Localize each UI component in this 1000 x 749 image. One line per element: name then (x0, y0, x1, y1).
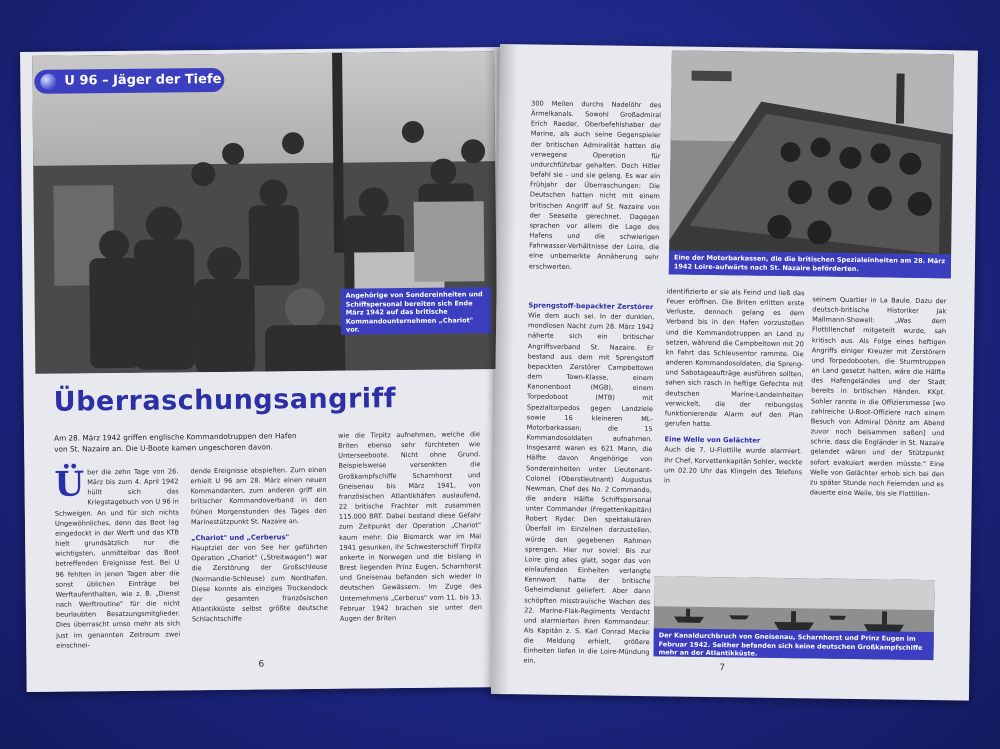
right-page (491, 44, 978, 701)
page-number-left: 6 (258, 659, 265, 670)
left-column-3 (338, 429, 482, 623)
left-column-2-text: dende Ereignisse abspielten. Zum einen erhielt U 96 am 28. März einen neuen Kommandanten, zum anderen griff ein britischer Kommandoverband in den frühen Morgenstunden des Tages den Marinestützpunkt St. Nazaire an. (190, 465, 327, 527)
motor-launch-photo (669, 50, 954, 278)
right-column-1 (529, 98, 661, 272)
right-column-1b-text: Wie dem auch sei. In der dunklen, mondlosen Nacht zum 28. März 1942 näherte sich ein britischer Angriffsverband St. Nazaire. Er bestand aus dem mit Sprengstoff bepackten Zerstörer Campbeltown dem Town-Klasse, einem Kanonenboot (MGB), einem Torpedoboot (MTB) mit Spezialtorpedos gegen Landziele sowie 16 kleineren ML-Motorbarkassen; die 15 Kommandosoldaten aufnahmen. Insgesamt waren es 621 Mann, die Hälfte davon Angehörige von Sondereinheiten unter Lieutenant-Colonel (Oberstleutnant) Augustus Newman, Chef des No. 2 Commando, die andere Hälfte Schiffspersonal unter Commander (Fregattenkapitän) Robert Ryder. Den spektakulären Überfall im Einzelnen darzustellen, würde den gegebenen Rahmen sprengen. Hier nur soviel: Bis zur Loire ging alles glatt, sogar das von einlaufenden Einheiten verlangte Kennwort hatte der britische Geheimdienst geliefert. Aber dann schöpften misstrauische Wachen des 22. Marine-Flak-Regiments Verdacht und alarmierten ihren Kommandeur. Als Kapitän z. S. Karl Conrad Mecke die Meldung erhielt, größere Einheiten liefen in die Loire-Mündung ein, (523, 311, 655, 666)
subheading-gelaechter: Eine Welle von Gelächter (664, 435, 761, 445)
commando-photo-caption: Angehörige von Sondereinheiten und Schiffspersonal bereiten sich Ende März 1942 auf das britische Kommandounternehmen „Chariot" vor. (341, 287, 491, 335)
left-column-1-text: ber die zehn Tage von 26. März bis zum 4. April 1942 hüllt sich das Kriegstagebuch von U 96 in Schweigen. An und für sich nichts Ungewöhnliches, denn das Boot lag eingedockt in der Werft und das KTB hielt grundsätzlich nur die wichtigsten, unmittelbar das Boot betreffenden Ereignisse fest. Bei U 96 fehlten in jenen Tagen aber die sonst üblichen Einträge bei Werftaufenthalten, wie z. B. „Dienst nach Werftroutine" für die nicht beurlaubten Besatzungsmitglieder. Dies überrascht umso mehr als sich just im genannten Zeitraum zwei einschnei- (54, 467, 181, 650)
right-column-1-text: 300 Meilen durchs Nadelöhr des Ärmelkanals. Sowohl Großadmiral Erich Raeder, Oberbefehlshaber der Marine, als auch seine Gegenspieler der britischen Admiralität hatten die verwegene Operation für undurchführbar gehalten. Doch Hitler befahl sie – und sie gelang. Es war ein Frühjahr der Überraschungen: Die Deutschen hatten nicht mit einem britischen Angriff auf St. Nazaire von der Seeseite gerechnet. Dagegen sprachen vor allem die Lage des Hafens und die schwierigen Fahrwasser-Verhältnisse der Loire, die eine unbemerkte Annäherung sehr erschwerten. (528, 99, 662, 271)
motor-launch-photo-graphic (669, 50, 954, 278)
subheading-zerstoerer: Sprengstoff-bepackter Zerstörer (528, 301, 654, 312)
right-column-3-text: seinem Quartier in La Baule. Dazu der deutsch-britische Historiker Jak Mallmann-Showell: „Was dem Flottillenchef mitgeteilt wurde, sah kritisch aus. Als Folge eines heftigen Angriffs einiger Kreuzer mit Zerstörern und Torpedobooten, die Sturmtruppen an Land gesetzt hatten, wäre die Hälfte des Hafengeländes und der Stadt bereits in britischen Händen. KKpt. Sohler rannte in die Offiziersmesse [wo zahlreiche U-Boot-Offiziere nach einem Besuch von Admiral Dönitz am Abend zuvor noch beisammen saßen] und schrie, dass die Engländer in St. Nazaire gelandet wären und der Stützpunkt sofort evakuiert werden müsste." Eine Welle von Gelächter erhob sich bei den zu später Stunde noch Feiernden und es dauerte eine Weile, bis sie Flottillen- (809, 295, 947, 499)
left-column-2-text-2: Hauptziel der von See her geführten Operation „Chariot" („Streitwagen") war die Zerstörung der Großschleuse (Normandie-Schleuse) zum Nordhafen. Diese konnte als einziges Trockendock der gesamten französischen Atlantikküste selbst größte deutsche Schlachtschiffe (191, 542, 328, 624)
page-number-right: 7 (719, 663, 726, 674)
right-column-2-text-2: Auch die 7. U-Flottille wurde alarmiert. Ihr Chef, Korvettenkapitän Sohler, weckte um 02.20 Uhr das Klingeln des Telefons in (663, 445, 803, 485)
right-column-3 (810, 294, 947, 499)
left-column-1 (54, 466, 180, 650)
series-label (34, 68, 224, 94)
globe-icon (40, 74, 56, 90)
left-column-2 (190, 465, 328, 625)
dropcap-letter: Ü (54, 464, 85, 505)
article-intro: Am 28. März 1942 griffen englische Kommandotruppen den Hafen von St. Nazaire an. Die U-Boote kamen ungeschoren davon. (54, 431, 297, 454)
channel-dash-caption: Der Kanaldurchbruch von Gneisenau, Scharnhorst und Prinz Eugen im Februar 1942. Seither befanden sich keine deutschen Großkampfschiffe mehr an der Atlantikküste. (653, 628, 933, 660)
left-column-3-text: wie die Tirpitz aufnehmen, welche die Briten ebenso sehr fürchteten wie Unterseeboote. Nicht ohne Grund. Beispielsweise versenkten die Großkampfschiffe Scharnhorst und Gneisenau bis März 1941, von französischen Atlantikhäfen auslaufend, 22 britische Frachter mit zusammen 115.000 BRT. Dabei bestand diese Gefahr zum Zeitpunkt der Operation „Chariot" kaum mehr: Die Bismarck war im Mai 1941 gesunken, ihr Schwesterschiff Tirpitz ankerte in Norwegen und die bislang in Brest liegenden Prinz Eugen, Scharnhorst und Gneisenau befanden sich wieder in deutschen Gewässern. Im Zuge des Unternehmens „Cerberus" vom 11. bis 13. Februar 1942 brachen sie unter den Augen der Briten (338, 430, 482, 623)
subheading-chariot-cerberus: „Chariot" und „Cerberus" (191, 533, 290, 543)
right-column-2-text: identifizierte er sie als Feind und ließ das Feuer eröffnen. Die Briten erlitten erste Verluste, dennoch gelang es dem Verband bis in den Hafen vorzustoßen und die Kommandotruppen an Land zu setzen, während die Campbeltown mit 20 kn Fahrt das Schleusentor rammte. Die anderen Kommandosoldaten, die Spreng- und Sabotageaufträge ausführen sollten, sahen sich rasch in heftige Gefechte mit deutschen Marine-Landeinheiten verwickelt, die der reibungslos funktionierende Alarm auf den Plan gerufen hatte. (664, 287, 805, 429)
left-page (20, 47, 509, 692)
motor-launch-caption: Eine der Motorbarkassen, die die britischen Spezialeinheiten am 28. März 1942 Loire-aufwärts nach St. Nazaire beförderten. (669, 250, 951, 278)
article-headline: Überraschungsangriff (53, 383, 397, 418)
right-column-1b (523, 294, 654, 667)
right-column-2 (664, 286, 805, 487)
series-label-text: U 96 – Jäger der Tiefe (64, 71, 222, 89)
